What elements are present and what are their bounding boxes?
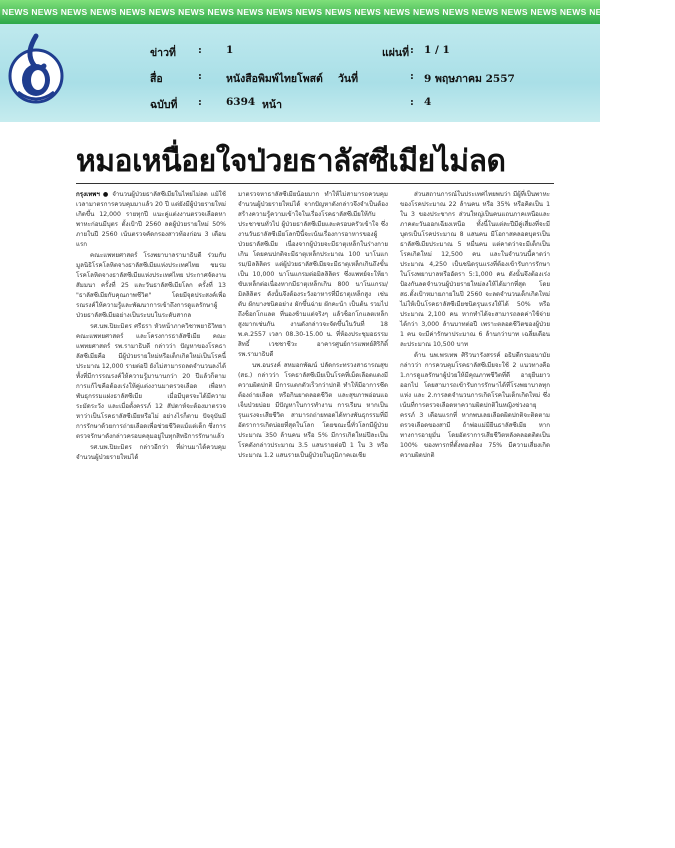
article-column-3 xyxy=(400,190,550,540)
page-value: 4 xyxy=(424,96,432,108)
item-colon: : xyxy=(198,44,202,56)
news-banner: NEWS NEWS NEWS NEWS NEWS NEWS NEWS NEWS NEWS NEWS NEWS NEWS NEWS NEWS NEWS NEWS NEWS NEWS NEWS NEWS NEWS NEWS NEWS xyxy=(0,0,600,24)
article-column-1 xyxy=(76,190,226,540)
date-value: 9 พฤษภาคม 2557 xyxy=(424,73,515,85)
issue-colon: : xyxy=(198,96,202,108)
media-colon: : xyxy=(198,70,202,82)
article-paragraph: คณะแพทยศาสตร์ โรงพยาบาลรามาธิบดี ร่วมกับมูลนิธิโรคโลหิตจางธาลัสซีเมียแห่งประเทศไทย ชมรมโรคโลหิตจางธาลัสซีเมียแห่งประเทศไทย ประกาศจัดงานสัมมนา ครั้งที่ 25 และวันธาลัสซีเมียโลก ครั้งที่ 13 "ธาลัสซีเมียกับคุณภาพชีวิต" โดยมีจุดประสงค์เพื่อรณรงค์ให้ความรู้และพัฒนาการเข้าถึงการดูแลรักษาผู้ป่วยธาลัสซีเมียอย่างเป็นระบบในระดับสากล xyxy=(76,252,226,319)
sheet-value: 1 / 1 xyxy=(424,44,450,56)
article-headline: หมอเหนื่อยใจป่วยธาลัสซีเมียไม่ลด xyxy=(76,140,554,184)
page-label: หน้า xyxy=(262,99,282,111)
issue-value: 6394 xyxy=(226,96,256,108)
media-value: หนังสือพิมพ์ไทยโพสต์ xyxy=(226,73,323,85)
article-paragraph: ส่วนสถานการณ์ในประเทศไทยพบว่า มีผู้ที่เป็นพาหะของโรคประมาณ 22 ล้านคน หรือ 35% หรือคิดเป็น 1 ใน 3 ของประชากร ส่วนใหญ่เป็นคนแถบภาคเหนือและภาคตะวันออกเฉียงเหนือ ทั้งนี้ในแต่ละปีมีคู่เสี่ยงที่จะมีบุตรเป็นโรคประมาณ 8 แสนคน มีโอกาสคลอดบุตรเป็นธาลัสซีเมียประมาณ 5 หมื่นคน แต่คาดว่าจะมีเด็กเป็นโรคเกิดใหม่ 12,500 คน และในจำนวนนี้คาดว่าประมาณ 4,250 เป็นชนิดรุนแรงที่ต้องเข้ารับการรักษาในโรงพยาบาลหรืออัตรา 5:1,000 คน ดังนั้นจึงต้องเร่งป้องกันลดจำนวนผู้ป่วยรายใหม่ลงให้ได้มากที่สุด โดย สธ.ตั้งเป้าหมายภายในปี 2560 จะลดจำนวนเด็กเกิดใหม่ไม่ให้เป็นโรคธาลัสซีเมียชนิดรุนแรงให้ได้ 50% หรือประมาณ 2,100 คน หากทำได้จะสามารถลดค่าใช้จ่ายได้กว่า 3,000 ล้านบาทต่อปี เพราะตลอดชีวิตของผู้ป่วย 1 คน จะมีค่ารักษาประมาณ 6 ล้านกว่าบาท เฉลี่ยเดือนละประมาณ 10,500 บาท xyxy=(400,191,550,348)
item-label: ข่าวที่ xyxy=(150,47,176,59)
date-colon: : xyxy=(410,70,414,82)
issue-label: ฉบับที่ xyxy=(150,99,178,111)
sheet-label: แผ่นที่ xyxy=(382,47,410,59)
article-paragraph: กรุงเทพฯ ● จำนวนผู้ป่วยธาลัสซีเมียในไทยไม่ลด แม้ใช้เวลามาตรการควบคุมมาแล้ว 20 ปี แต่ยังมีผู้ป่วยรายใหม่เกิดขึ้น 12,000 รายทุกปี แนะคู่แต่งงานตรวจเลือดหาพาหะก่อนมีบุตร ตั้งเป้าปี 2560 ลดผู้ป่วยรายใหม่ 50% ภายในปี 2560 เน้นตรวจคัดกรองสาวท้องก่อน 3 เดือนแรก xyxy=(76,191,226,248)
item-value: 1 xyxy=(226,44,234,56)
agency-logo-icon xyxy=(8,32,64,106)
article-column-2 xyxy=(238,190,388,540)
article-paragraph: ด้าน นพ.พรเทพ ศิริวนารังสรรค์ อธิบดีกรมอนามัย กล่าวว่า การควบคุมโรคธาลัสซีเมียจะใช้ 2 แนวทางคือ 1.การดูแลรักษาผู้ป่วยให้มีคุณภาพชีวิตที่ดี อายุยืนยาวออกไป โดยสามารถเข้ารับการรักษาได้ที่โรงพยาบาลทุกแห่ง และ 2.การลดจำนวนการเกิดโรคในเด็กเกิดใหม่ ซึ่งเน้นที่การตรวจเลือดหาความผิดปกติในหญิงช่วงอายุครรภ์ 3 เดือนแรกที่ หากพบเลยเลือดผิดปกติจะติดตามตรวจเลือดของสามี ถ้าพ่อแม่มียีนธาลัสซีเมีย หากทางการอายุมั่น โดยอัตราการเสียชีวิตหลังคลอดติดเป็น 100% ของทารกที่ตั้งทองท้อง 75% มีความเสี่ยงเกิดความผิดปกติ xyxy=(400,352,550,459)
article-paragraph: รศ.นพ.ปิยะมิตร กล่าวอีกว่า ที่ผ่านมาได้ควบคุมจำนวนผู้ป่วยรายใหม่ได้ xyxy=(76,444,226,461)
page-colon: : xyxy=(410,96,414,108)
sheet-colon: : xyxy=(410,44,414,56)
media-label: สื่อ xyxy=(150,73,163,85)
article-paragraph: มาตรวจหาธาลัสซีเมียน้อยมาก ทำให้ไม่สามารถควบคุมจำนวนผู้ป่วยรายใหม่ได้ จากปัญหาดังกล่าวจึงจำเป็นต้องสร้างความรู้ความเข้าใจในเรื่องโรคธาลัสซีเมียให้กับประชาชนทั่วไป ผู้ป่วยธาลัสซีเมียและครอบครัวเข้าใจ ซึ่งงานวันธาลัสซีเมียโลกปีนี้จะเน้นเรื่องการอาหารของผู้ป่วยธาลัสซีเมีย เนื่องจากผู้ป่วยจะมีธาตุเหล็กในร่างกายเกิน โดยคนปกติจะมีธาตุเหล็กประมาณ 100 นาโนแกรม/มิลลิลิตร แต่ผู้ป่วยธาลัสซีเมียจะมีธาตุเหล็กเกินถึงขั้นเป็น 10,000 นาโนแกรมต่อมิลลิลิตร ซึ่งแพทย์จะให้ยาขับเหล็กต่อเนื่องหากมีธาตุเหล็กเกิน 800 นาโนแกรม/มิลลิลิตร ดังนั้นจึงต้องระวังอาหารที่มีธาตุเหล็กสูง เช่น ตับ ผักบางชนิดอย่าง ผักขึ้นฉ่าย ผักคะน้า เป็นต้น รวมไปถึงช็อกโกแลต ที่นองช้ามแต่จริงๆ แล้วช็อกโกแลตเหล็กสูงมากเช่นกัน งานดังกล่าวจะจัดขึ้นในวันที่ 18 พ.ค.2557 เวลา 08.30-15.00 น. ที่ห้องประชุมอธรรมสิทธิ์ เวชชาชีวะ อาคารศูนย์การแพทย์สิริกิติ์ รพ.รามาธิบดี xyxy=(238,191,388,358)
date-label: วันที่ xyxy=(338,73,358,85)
dateline: กรุงเทพฯ ● xyxy=(76,191,110,198)
article-paragraph: รศ.นพ.ปิยะมิตร ศรีธรา หัวหน้าภาควิชาพยาธิวิทยา คณะแพทยศาสตร์ และโครงการธาลัสซีเมีย คณะแพทยศาสตร์ รพ.รามาธิบดี กล่าวว่า ปัญหาของโรคธาลัสซีเมียคือ มีผู้ป่วยรายใหม่หรือเด็กเกิดใหม่เป็นโรคนี้ประมาณ 12,000 รายต่อปี ยังไม่สามารถลดจำนวนลงได้ ทั้งที่มีการรณรงค์ให้ความรู้มานานกว่า 20 ปีแล้วก็ตาม การแก้ไขคือต้องเร่งให้คู่แต่งงานมาตรวจเลือด เพื่อหาพันธุกรรมแฝงธาลัสซีเมีย เมื่อมีบุตรจะได้มีความระมัดระวัง และเมื่อตั้งครรภ์ 12 สัปดาห์จะต้องมาตรวจหาว่าเป็นโรคธาลัสซีเมียหรือไม่ อย่างไรก็ตาม ปัจจุบันมีการรักษาด้วยการถ่ายเลือดเพื่อช่วยชีวิตแม้แต่เด็ก ซึ่งการตรวจรักษาดังกล่าวครอบคลุมอยู่ในทุกสิทธิการรักษาแล้ว xyxy=(76,323,227,440)
article-paragraph: นพ.อนรงค์ สหมอกพัฒน์ ปลัดกระทรวงสาธารณสุข (สธ.) กล่าวว่า โรคธาลัสซีเมียเป็นโรคที่เม็ดเลือดแดงมีความผิดปกติ มีการแตกตัวเร็วกว่าปกติ ทำให้มีอาการซีด ต้องถ่ายเลือด หรือกินยาตลอดชีวิต และสุขภาพอ่อนแอ เจ็บป่วยบ่อย มีปัญหาในการทำงาน การเรียน หากเป็นรุนแรงจะเสียชีวิต สามารถถ่ายทอดได้ทางพันธุกรรมที่มีอัตราการเกิดบ่อยที่สุดในโลก โดยขณะนี้ทั่วโลกมีผู้ป่วยประมาณ 350 ล้านคน หรือ 5% มีการเกิดใหม่ปีละเป็นโรคดังกล่าวประมาณ 3.5 แสนรายต่อปี 1 ใน 3 หรือประมาณ 1.2 แสนรายเป็นผู้ป่วยในภูมิภาคเอเชีย xyxy=(238,362,388,459)
